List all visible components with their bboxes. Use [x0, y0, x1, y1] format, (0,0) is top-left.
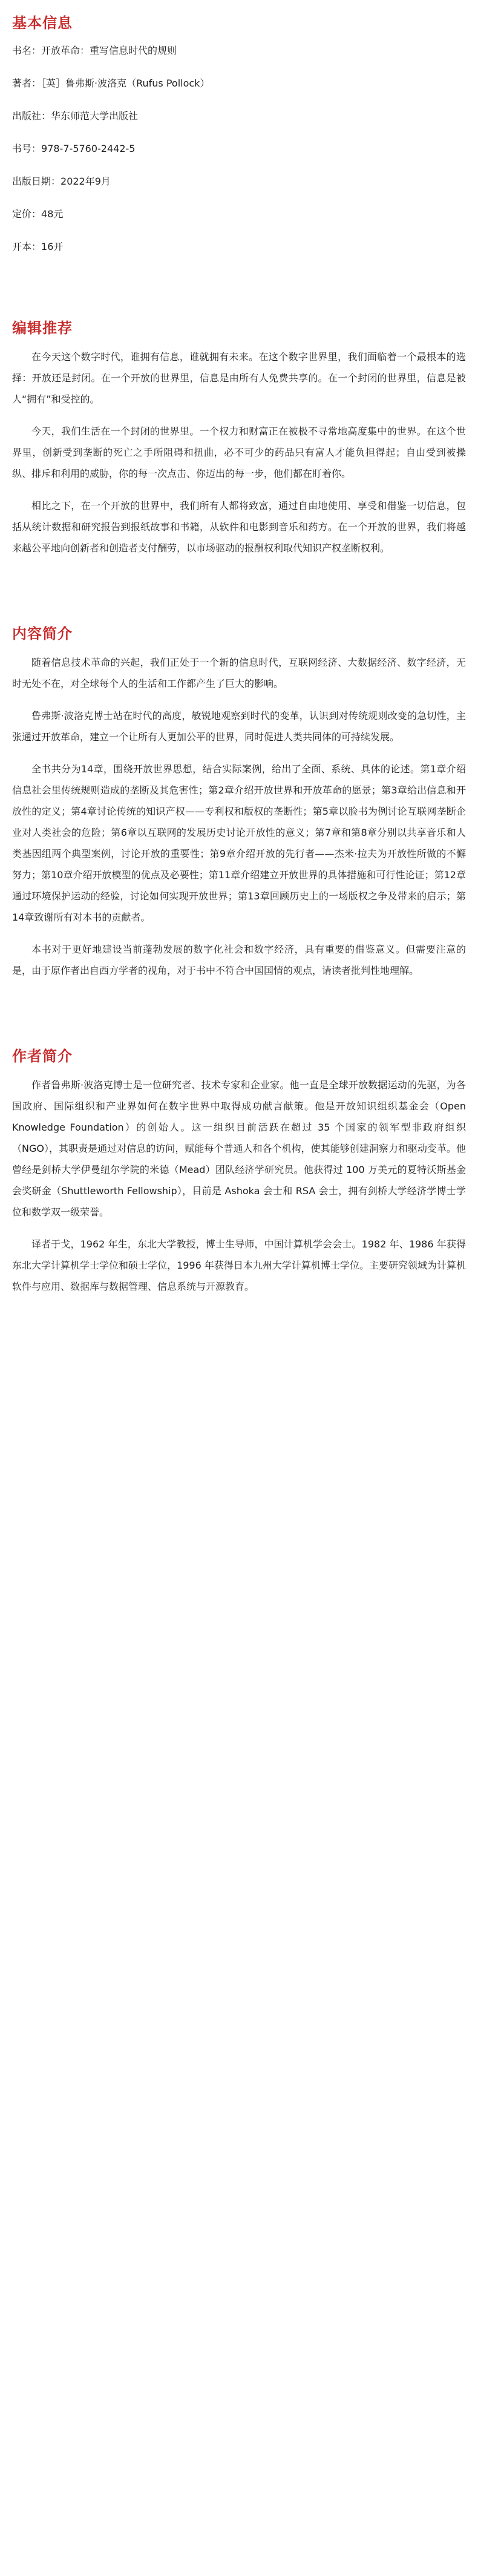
- meta-value: 2022年9月: [61, 176, 111, 187]
- meta-isbn: [12, 140, 466, 157]
- author-intro-paragraph: 作者鲁弗斯·波洛克博士是一位研究者、技术专家和企业家。他一直是全球开放数据运动的先驱，为各国政府、国际组织和产业界如何在数字世界中取得成功献言献策。他是开放知识组织基金会（Open Knowledge Foundation）的创始人。这一组织目前活跃在超过 35 个国家的领军型非政府组织（NGO），其职责是通过对信息的访问，赋能每个普通人和各个机构，使其能够创建洞察力和驱动变革。他曾经是剑桥大学伊曼纽尔学院的米德（Mead）团队经济学研究员。他获得过 100 万美元的夏特沃斯基金会奖研金（Shuttleworth Fellowship），目前是 Ashoka 会士和 RSA 会士，拥有剑桥大学经济学博士学位和数学双一级荣誉。: [12, 1079, 466, 1218]
- meta-value: 16开: [41, 241, 64, 252]
- meta-value: 48元: [41, 208, 64, 220]
- meta-label: 书名：: [12, 45, 42, 56]
- basic-info-title: 基本信息: [12, 15, 73, 31]
- editor-recommend-paragraph: 相比之下，在一个开放的世界中，我们所有人都将致富，通过自由地使用、享受和借鉴一切信息，包括从统计数据和研究报告到报纸故事和书籍，从软件和电影到音乐和药方。在一个开放的世界，我们将越来越公平地向创新者和创造者支付酬劳，以市场驱动的报酬权利取代知识产权垄断权利。: [12, 500, 466, 554]
- meta-label: 出版日期：: [12, 176, 61, 187]
- author-intro-paragraph: 译者于戈，1962 年生，东北大学教授，博士生导师，中国计算机学会会士。1982 年、1986 年获得东北大学计算机学士学位和硕士学位，1996 年获得日本九州大学计算机博士学位。主要研究领域为计算机软件与应用、数据库与数据管理、信息系统与开源教育。: [12, 1238, 466, 1292]
- meta-author: [12, 75, 466, 92]
- editor-recommend-title: 编辑推荐: [12, 320, 73, 337]
- editor-recommend-paragraph: 今天，我们生活在一个封闭的世界里。一个权力和财富正在被极不寻常地高度集中的世界。在这个世界里，创新受到垄断的死亡之手所阻碍和扭曲，必不可少的药品只有富人才能负担得起；自由受到被操纵、排斥和利用的威胁，你的每一次点击、你迈出的每一步，他们都在盯着你。: [12, 426, 466, 479]
- meta-value: 华东师范大学出版社: [51, 110, 139, 122]
- content-summary-title: 内容简介: [12, 625, 73, 642]
- content-summary-paragraph: 鲁弗斯·波洛克博士站在时代的高度，敏锐地观察到时代的变革，认识到对传统规则改变的急切性，主张通过开放革命，建立一个让所有人更加公平的世界，同时促进人类共同体的可持续发展。: [12, 710, 466, 743]
- content-summary-paragraph: 全书共分为14章，围绕开放世界思想，结合实际案例，给出了全面、系统、具体的论述。第1章介绍信息社会里传统规则造成的垄断及其危害性；第2章介绍开放世界和开放革命的愿景；第3章给出信息和开放性的定义；第4章讨论传统的知识产权——专利权和版权的垄断性；第5章以脸书为例讨论互联网垄断企业对人类社会的危险；第6章以互联网的发展历史讨论开放性的意义；第7章和第8章分别以共享音乐和人类基因组两个典型案例，讨论开放的重要性；第9章介绍开放的先行者——杰米·拉夫为开放性所做的不懈努力；第10章介绍开放模型的优点及必要性；第11章介绍建立开放世界的具体措施和可行性论证；第12章通过环境保护运动的经验，讨论如何实现开放世界；第13章回顾历史上的一场版权之争及带来的启示；第14章致谢所有对本书的贡献者。: [12, 763, 466, 923]
- content-summary-section: [12, 623, 466, 981]
- meta-label: 书号：: [12, 143, 42, 154]
- meta-publish-date: [12, 173, 466, 190]
- meta-label: 开本：: [12, 241, 42, 252]
- editor-recommend-paragraph: 在今天这个数字时代，谁拥有信息，谁就拥有未来。在这个数字世界里，我们面临着一个最根本的选择：开放还是封闭。在一个开放的世界里，信息是由所有人免费共享的。在一个封闭的世界里，信息是被人“拥有”和受控的。: [12, 351, 466, 405]
- meta-label: 定价：: [12, 208, 42, 220]
- meta-value: 978-7-5760-2442-5: [41, 143, 136, 154]
- meta-label: 出版社：: [12, 110, 51, 122]
- meta-value: ［英］鲁弗斯·波洛克（Rufus Pollock）: [41, 77, 210, 89]
- author-intro-title: 作者简介: [12, 1048, 73, 1065]
- meta-value: 开放革命：重写信息时代的规则: [41, 45, 177, 56]
- meta-label: 著者：: [12, 77, 42, 89]
- content-summary-paragraph: 随着信息技术革命的兴起，我们正处于一个新的信息时代，互联网经济、大数据经济、数字经济，无时无处不在，对全球每个人的生活和工作都产生了巨大的影响。: [12, 657, 466, 689]
- editor-recommend-section: [12, 317, 466, 559]
- meta-publisher: [12, 108, 466, 125]
- author-intro-section: [12, 1045, 466, 1297]
- basic-info-list: [12, 42, 466, 255]
- meta-format: [12, 238, 466, 255]
- content-summary-paragraph: 本书对于更好地建设当前蓬勃发展的数字化社会和数字经济，具有重要的借鉴意义。但需要注意的是，由于原作者出自西方学者的视角，对于书中不符合中国国情的观点，请读者批判性地理解。: [12, 944, 466, 976]
- basic-info-section: [12, 12, 466, 255]
- meta-price: [12, 206, 466, 223]
- meta-book-title: [12, 42, 466, 59]
